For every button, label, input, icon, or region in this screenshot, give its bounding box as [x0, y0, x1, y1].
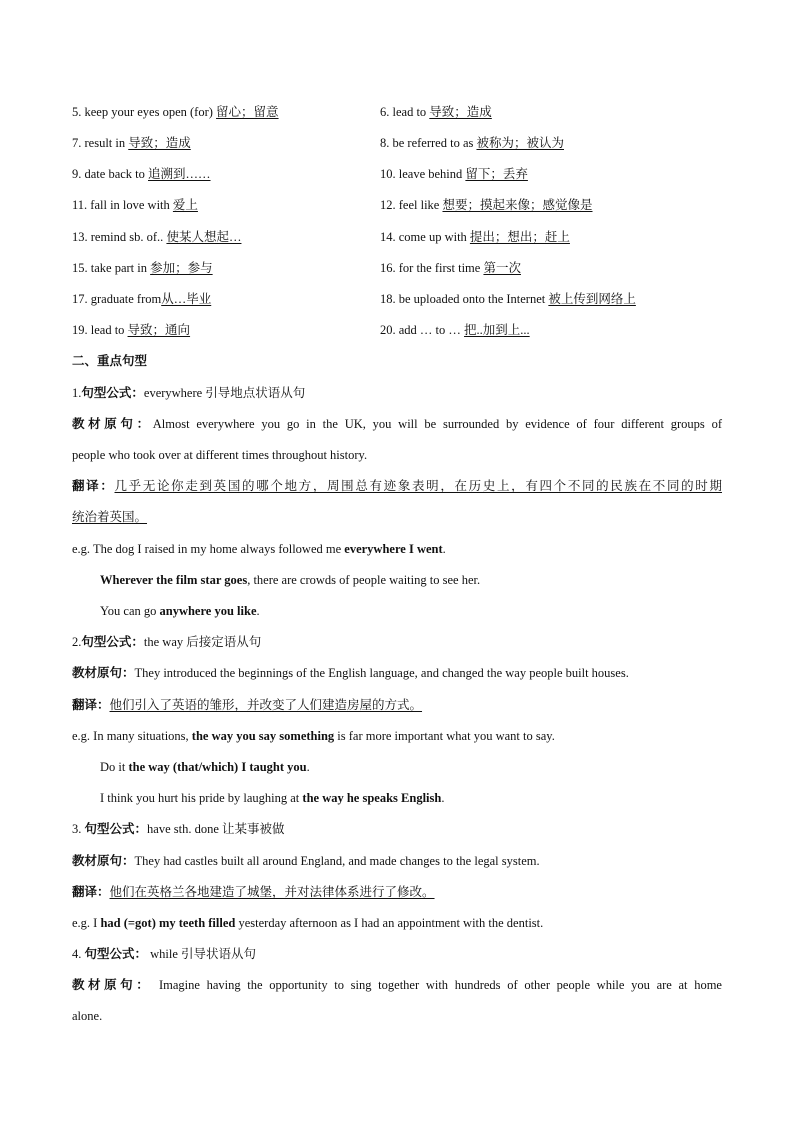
phrase-text: 9. date back to [72, 167, 145, 181]
phrase-text: 6. lead to [380, 105, 427, 119]
phrase-meaning: 提出；想出；赶上 [469, 230, 570, 244]
example-text: e.g. In many situations, [72, 729, 192, 743]
phrase-meaning: 被上传到网络上 [548, 292, 636, 306]
phrase-meaning: 从…毕业 [161, 292, 212, 306]
original-text: Imagine having the opportunity to sing together with hundreds of other people while you are at home [152, 978, 722, 992]
phrase-meaning: 留心；留意 [216, 105, 279, 119]
phrase-18 [380, 291, 636, 307]
phrase-meaning: 导致；通向 [127, 323, 191, 337]
original-label: 教材原句： [72, 666, 135, 680]
translation-text: 他们引入了英语的雏形，并改变了人们建造房屋的方式。 [109, 698, 423, 712]
example-bold: the way (that/which) I taught you [128, 760, 307, 774]
phrase-meaning: 导致；造成 [429, 105, 492, 119]
pattern-text: while 引导状语从句 [147, 947, 257, 961]
phrase-meaning: 把..加到上... [464, 323, 530, 337]
example-bold: everywhere I went [344, 542, 443, 556]
phrase-meaning: 想要；摸起来像；感觉像是 [442, 198, 593, 212]
phrase-20 [380, 322, 530, 338]
pattern-label: 句型公式： [81, 635, 144, 649]
phrase-15 [72, 260, 213, 276]
pattern-1-original [72, 416, 722, 432]
pattern-2-translation [72, 697, 422, 713]
phrase-text: 18. be uploaded onto the Internet [380, 292, 546, 306]
original-text: Almost everywhere you go in the UK, you will be surrounded by evidence of four different groups of [152, 417, 722, 431]
phrase-5 [72, 104, 279, 120]
translation-label: 翻译： [72, 479, 115, 493]
pattern-4-original [72, 977, 722, 993]
phrase-text: 20. add … to … [380, 323, 461, 337]
phrase-14 [380, 229, 570, 245]
translation-text: 他们在英格兰各地建造了城堡，并对法律体系进行了修改。 [109, 885, 435, 899]
phrase-meaning: 被称为；被认为 [476, 136, 564, 150]
pattern-number: 2. [72, 635, 82, 649]
translation-label: 翻译： [72, 885, 110, 899]
original-label: 教材原句： [72, 417, 153, 431]
phrase-meaning: 爱上 [172, 198, 198, 212]
pattern-text: the way 后接定语从句 [143, 635, 262, 649]
phrase-11 [72, 197, 198, 213]
phrase-text: 16. for the first time [380, 261, 481, 275]
pattern-2-example-2 [100, 759, 310, 775]
phrase-text: 13. remind sb. of.. [72, 230, 164, 244]
section-heading: 二、重点句型 [72, 354, 148, 368]
pattern-1-example-3 [100, 603, 260, 619]
phrase-text: 19. lead to [72, 323, 125, 337]
pattern-2-original [72, 665, 629, 681]
phrase-meaning: 使某人想起… [166, 230, 242, 244]
pattern-number: 1. [72, 386, 82, 400]
phrase-meaning: 导致；造成 [128, 136, 191, 150]
pattern-number: 3. [72, 822, 85, 836]
pattern-label: 句型公式： [84, 822, 148, 836]
translation-label: 翻译： [72, 698, 110, 712]
phrase-text: 14. come up with [380, 230, 467, 244]
phrase-text: 5. keep your eyes open (for) [72, 105, 213, 119]
example-bold: the way he speaks English [302, 791, 442, 805]
phrase-7 [72, 135, 191, 151]
pattern-3-original [72, 853, 540, 869]
example-bold: anywhere you like [159, 604, 257, 618]
phrase-text: 17. graduate from [72, 292, 162, 306]
pattern-text: have sth. done 让某事被做 [147, 822, 285, 836]
phrase-19 [72, 322, 190, 338]
phrase-meaning: 追溯到…… [148, 167, 211, 181]
example-bold: Wherever the film star goes [100, 573, 248, 587]
phrase-10 [380, 166, 528, 182]
pattern-4-title [72, 946, 256, 962]
translation-text: 几乎无论你走到英国的哪个地方，周围总有迹象表明，在历史上，有四个不同的民族在不同的时期 [114, 479, 722, 493]
pattern-2-example-1 [72, 728, 555, 744]
original-text: They had castles built all around England, and made changes to the legal system. [134, 854, 540, 868]
phrase-8 [380, 135, 564, 151]
phrase-text: 8. be referred to as [380, 136, 474, 150]
phrase-meaning: 参加；参与 [150, 261, 213, 275]
example-text: . [442, 542, 446, 556]
pattern-3-example-1 [72, 915, 543, 931]
example-bold: had (=got) my teeth filled [100, 916, 236, 930]
example-text: . [441, 791, 445, 805]
example-text: is far more important what you want to say. [334, 729, 555, 743]
phrase-16 [380, 260, 521, 276]
example-text: e.g. The dog I raised in my home always followed me [72, 542, 345, 556]
original-text: They introduced the beginnings of the English language, and changed the way people built houses. [134, 666, 629, 680]
pattern-1-translation-cont: 统治着英国。 [72, 510, 148, 524]
pattern-3-title [72, 821, 285, 837]
pattern-1-title [72, 385, 305, 401]
pattern-4-original-cont: alone. [72, 1009, 103, 1023]
phrase-meaning: 第一次 [483, 261, 521, 275]
pattern-2-title [72, 634, 261, 650]
pattern-1-example-2 [100, 572, 480, 588]
pattern-1-example-1 [72, 541, 446, 557]
pattern-3-translation [72, 884, 435, 900]
example-text: Do it [100, 760, 129, 774]
example-text: . [256, 604, 260, 618]
example-text: , there are crowds of people waiting to see her. [247, 573, 481, 587]
pattern-2-example-3 [100, 790, 444, 806]
phrase-text: 11. fall in love with [72, 198, 170, 212]
original-label: 教材原句： [72, 978, 153, 992]
phrase-17 [72, 291, 211, 307]
example-text: You can go [100, 604, 160, 618]
pattern-1-original-cont: people who took over at different times throughout history. [72, 448, 368, 462]
pattern-label: 句型公式： [81, 386, 144, 400]
pattern-1-translation [72, 478, 722, 494]
phrase-12 [380, 197, 593, 213]
original-label: 教材原句： [72, 854, 135, 868]
example-text: yesterday afternoon as I had an appointment with the dentist. [235, 916, 544, 930]
pattern-text: everywhere 引导地点状语从句 [143, 386, 306, 400]
phrase-meaning: 留下；丢弃 [465, 167, 528, 181]
phrase-text: 12. feel like [380, 198, 440, 212]
pattern-number: 4. [72, 947, 85, 961]
phrase-text: 10. leave behind [380, 167, 463, 181]
example-text: e.g. I [72, 916, 101, 930]
example-text: I think you hurt his pride by laughing at [100, 791, 303, 805]
pattern-label: 句型公式： [84, 947, 148, 961]
example-text: . [306, 760, 310, 774]
phrase-9 [72, 166, 211, 182]
phrase-text: 7. result in [72, 136, 126, 150]
example-bold: the way you say something [191, 729, 335, 743]
phrase-text: 15. take part in [72, 261, 147, 275]
phrase-13 [72, 229, 241, 245]
phrase-6 [380, 104, 492, 120]
